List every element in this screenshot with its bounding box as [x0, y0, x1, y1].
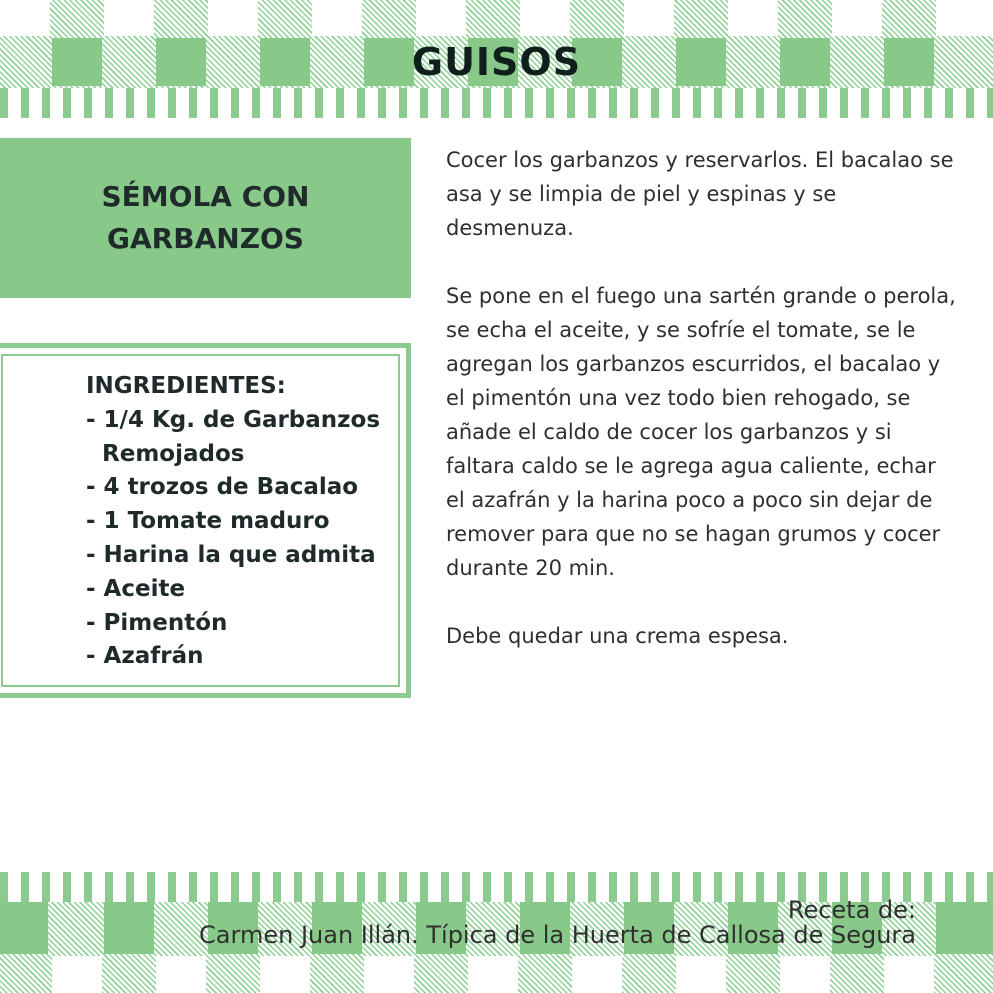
recipe-title-box — [0, 138, 411, 298]
ingredient-item: - Pimentón — [86, 609, 228, 636]
instruction-paragraph: Cocer los garbanzos y reservarlos. El bacalao se asa y se limpia de piel y espinas y se desmenuza. — [446, 148, 954, 240]
ingredient-item: Remojados — [86, 440, 245, 467]
credit-label: Receta de: — [787, 896, 916, 924]
instruction-paragraph: Se pone en el fuego una sartén grande o perola, se echa el aceite, y se sofríe el tomate, se le agregan los garbanzos escurridos, el bacalao y el pimentón una vez todo bien rehogado, se añade el caldo de cocer los garbanzos y si faltara caldo se le agrega agua caliente, echar el azafrán y la harina poco a poco sin dejar de remover para que no se hagan grumos y cocer durante 20 min. — [446, 284, 956, 580]
ingredient-item: - Aceite — [86, 575, 186, 602]
instruction-paragraph: Debe quedar una crema espesa. — [446, 624, 789, 648]
recipe-title: SÉMOLA CON GARBANZOS — [101, 180, 310, 255]
ingredient-item: - 1 Tomate maduro — [86, 508, 330, 535]
credit-author: Carmen Juan Illán. Típica de la Huerta de Callosa de Segura — [199, 921, 916, 949]
instructions-text — [446, 143, 956, 687]
ingredient-item: - 4 trozos de Bacalao — [86, 474, 359, 501]
top-stripe-border — [0, 88, 993, 118]
ingredient-item: - Harina la que admita — [86, 541, 376, 568]
ingredients-list — [86, 370, 406, 674]
ingredients-heading: INGREDIENTES: — [86, 373, 286, 399]
recipe-credit — [199, 898, 916, 948]
ingredient-item: - Azafrán — [86, 643, 204, 670]
ingredient-item: - 1/4 Kg. de Garbanzos — [86, 406, 381, 433]
page-title: GUISOS — [411, 40, 582, 84]
